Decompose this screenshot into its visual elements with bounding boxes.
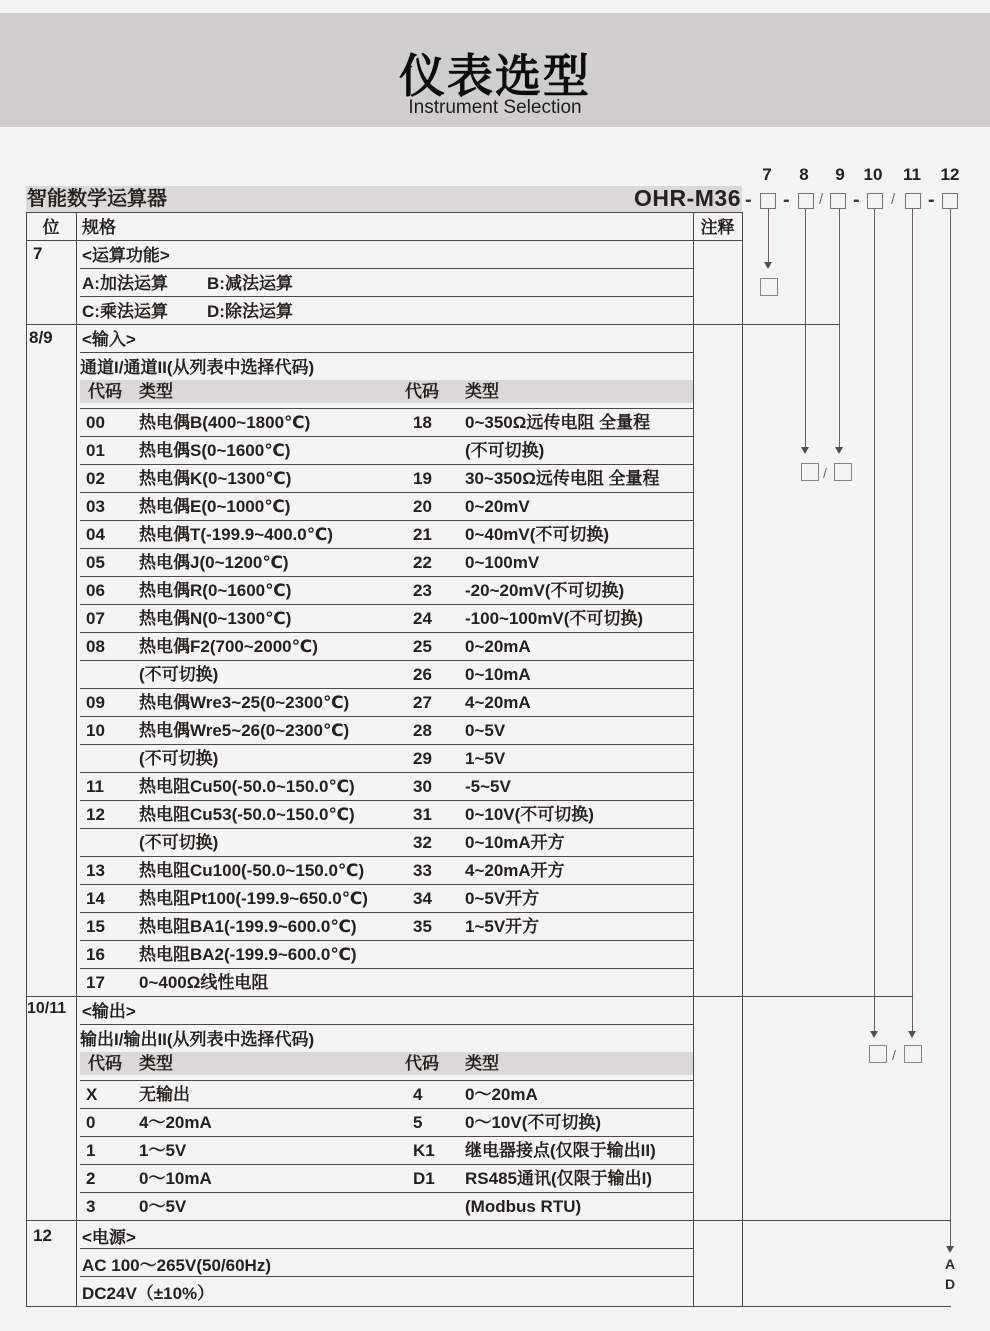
separator-slash: / <box>891 191 896 208</box>
product-band <box>26 186 742 212</box>
type-1-cell: 4～20mA <box>139 1113 212 1132</box>
code-2-cell: 27 <box>413 693 432 712</box>
power-code-dc: D <box>944 1276 956 1292</box>
separator-dash: - <box>745 189 752 211</box>
product-model: OHR-M36 <box>633 185 741 211</box>
table-row <box>80 1136 693 1164</box>
code-1-cell: 02 <box>86 469 105 488</box>
type-1-cell: 0~400Ω线性电阻 <box>139 973 269 992</box>
table-row <box>80 1080 693 1108</box>
note-slash: / <box>892 1047 896 1063</box>
type-1-cell: 热电阻Cu50(-50.0~150.0℃) <box>139 777 355 796</box>
table-row <box>80 660 693 688</box>
output-table-rows <box>80 1080 693 1220</box>
code-1-cell: 12 <box>86 805 105 824</box>
note-checkbox-7 <box>760 278 778 296</box>
type-1-cell: 热电偶K(0~1300℃) <box>139 469 292 488</box>
note-checkbox-11 <box>904 1045 922 1063</box>
table-row <box>80 744 693 772</box>
type-1-cell: 热电偶N(0~1300℃) <box>139 609 292 628</box>
arrow-down-icon <box>764 262 772 269</box>
leader-line-8 <box>805 209 806 447</box>
section-1011-title: <输出> <box>82 1002 136 1021</box>
table-row <box>80 688 693 716</box>
model-code-box-10 <box>867 193 883 209</box>
code-2-cell: D1 <box>413 1169 435 1188</box>
type-2-cell: 0~5V开方 <box>465 889 540 908</box>
type-2-cell: 0~100mV <box>465 553 540 572</box>
type-2-cell: 1~5V <box>465 749 506 768</box>
type-2-cell: RS485通讯(仅限于输出I) <box>465 1169 653 1188</box>
table-row <box>80 828 693 856</box>
leader-line-9 <box>839 209 840 447</box>
code-2-cell: 5 <box>413 1113 423 1132</box>
separator-dash: - <box>928 189 935 211</box>
type-2-cell: (Modbus RTU) <box>465 1197 582 1216</box>
type-1-cell: 0～10mA <box>139 1169 212 1188</box>
code-1-cell: 15 <box>86 917 105 936</box>
type-1-cell: 热电偶T(-199.9~400.0℃) <box>139 525 333 544</box>
digit-label-12: 12 <box>940 165 960 184</box>
code-1-cell: 00 <box>86 413 105 432</box>
type-2-cell: 0~10mA开方 <box>465 833 565 852</box>
code-2-cell: 26 <box>413 665 432 684</box>
type-2-cell: 0~10mA <box>465 665 531 684</box>
section-89-title: <输入> <box>82 330 136 349</box>
type-1-cell: (不可切换) <box>139 665 219 684</box>
output-caption: 输出I/输出II(从列表中选择代码) <box>80 1030 315 1049</box>
output-table-header <box>80 1052 693 1075</box>
section-12-title: <电源> <box>82 1228 136 1247</box>
code-1-cell: 13 <box>86 861 105 880</box>
model-code-box-8 <box>798 193 814 209</box>
type-2-cell: 4~20mA <box>465 693 531 712</box>
model-code-box-12 <box>942 193 958 209</box>
code-2-cell: 22 <box>413 553 432 572</box>
code-2-cell: 19 <box>413 469 432 488</box>
note-checkbox-10 <box>869 1045 887 1063</box>
type-1-cell: 无输出 <box>139 1085 190 1104</box>
type-2-cell: 继电器接点(仅限于输出II) <box>465 1141 656 1160</box>
code-1-cell: X <box>86 1085 98 1104</box>
input-table-rows <box>80 408 693 996</box>
type-2-cell: 1~5V开方 <box>465 917 540 936</box>
type-2-cell: 0~5V <box>465 721 506 740</box>
product-name: 智能数学运算器 <box>27 188 167 210</box>
option-a: A:加法运算 <box>82 274 168 293</box>
note-checkbox-8 <box>801 463 819 481</box>
header-type-2: 类型 <box>465 1054 499 1073</box>
code-2-cell: 25 <box>413 637 432 656</box>
table-row <box>80 968 693 996</box>
digit-label-9: 9 <box>835 165 845 184</box>
type-1-cell: 热电偶R(0~1600℃) <box>139 581 292 600</box>
type-1-cell: 热电阻Pt100(-199.9~650.0℃) <box>139 889 368 908</box>
code-1-cell: 14 <box>86 889 105 908</box>
model-code-box-11 <box>905 193 921 209</box>
code-2-cell: 31 <box>413 805 432 824</box>
separator-dash: - <box>853 189 860 211</box>
model-code-box-9 <box>830 193 846 209</box>
header-type-1: 类型 <box>139 1054 173 1073</box>
option-b: B:减法运算 <box>207 274 293 293</box>
type-2-cell: -100~100mV(不可切换) <box>465 609 644 628</box>
code-2-cell: 30 <box>413 777 432 796</box>
code-1-cell: 09 <box>86 693 105 712</box>
table-row <box>80 940 693 968</box>
type-2-cell: -20~20mV(不可切换) <box>465 581 625 600</box>
code-2-cell: 20 <box>413 497 432 516</box>
header-code-2: 代码 <box>405 1054 439 1073</box>
code-1-cell: 03 <box>86 497 105 516</box>
page-title: 仪表选型 <box>399 50 591 102</box>
code-1-cell: 1 <box>86 1141 96 1160</box>
table-row <box>80 520 693 548</box>
code-2-cell: 35 <box>413 917 432 936</box>
code-1-cell: 08 <box>86 637 105 656</box>
code-1-cell: 2 <box>86 1169 96 1188</box>
type-2-cell: 0～10V(不可切换) <box>465 1113 602 1132</box>
power-code-ac: A <box>944 1256 956 1272</box>
code-2-cell: 32 <box>413 833 432 852</box>
leader-line-10 <box>874 209 875 1031</box>
code-1-cell: 04 <box>86 525 105 544</box>
power-option-ac: AC 100～265V(50/60Hz) <box>82 1256 271 1275</box>
code-1-cell: 07 <box>86 609 105 628</box>
model-code-box-7 <box>760 193 776 209</box>
type-1-cell: 热电偶Wre5~26(0~2300℃) <box>139 721 350 740</box>
table-row <box>80 1192 693 1220</box>
type-2-cell: (不可切换) <box>465 441 545 460</box>
table-row <box>80 716 693 744</box>
type-2-cell: 0~20mA <box>465 637 531 656</box>
type-2-cell: 0~10V(不可切换) <box>465 805 594 824</box>
type-1-cell: 热电偶J(0~1200℃) <box>139 553 289 572</box>
table-row <box>80 464 693 492</box>
code-1-cell: 01 <box>86 441 105 460</box>
type-1-cell: 热电偶S(0~1600℃) <box>139 441 291 460</box>
digit-label-11: 11 <box>903 165 921 184</box>
page-subtitle: Instrument Selection <box>408 97 582 118</box>
table-row <box>80 492 693 520</box>
leader-line-11 <box>912 209 913 1031</box>
option-c: C:乘法运算 <box>82 302 168 321</box>
type-1-cell: 热电阻BA1(-199.9~600.0℃) <box>139 917 357 936</box>
section-89-position: 8/9 <box>29 328 53 347</box>
digit-label-7: 7 <box>762 165 772 184</box>
column-header-spec: 规格 <box>82 218 116 237</box>
type-2-cell: 4~20mA开方 <box>465 861 565 880</box>
table-row <box>80 1164 693 1192</box>
type-1-cell: (不可切换) <box>139 833 219 852</box>
separator-slash: / <box>819 191 824 208</box>
type-1-cell: 热电阻Cu100(-50.0~150.0℃) <box>139 861 365 880</box>
table-row <box>80 856 693 884</box>
section-12-position: 12 <box>33 1226 52 1245</box>
type-2-cell: 0~40mV(不可切换) <box>465 525 610 544</box>
code-2-cell: 18 <box>413 413 432 432</box>
code-1-cell: 06 <box>86 581 105 600</box>
code-2-cell: 28 <box>413 721 432 740</box>
table-row <box>80 436 693 464</box>
code-2-cell: 24 <box>413 609 432 628</box>
arrow-down-icon <box>908 1031 916 1038</box>
arrow-down-icon <box>946 1246 954 1253</box>
table-row <box>80 1108 693 1136</box>
arrow-down-icon <box>835 447 843 454</box>
code-1-cell: 16 <box>86 945 105 964</box>
header-code-1: 代码 <box>88 1054 122 1073</box>
type-2-cell: -5~5V <box>465 777 511 796</box>
table-row <box>80 772 693 800</box>
code-1-cell: 11 <box>86 777 104 796</box>
code-1-cell: 10 <box>86 721 105 740</box>
code-1-cell: 3 <box>86 1197 96 1216</box>
input-caption: 通道I/通道II(从列表中选择代码) <box>80 358 315 377</box>
table-row <box>80 548 693 576</box>
section-7-title: <运算功能> <box>82 246 170 265</box>
header-type-1: 类型 <box>139 382 173 401</box>
arrow-down-icon <box>870 1031 878 1038</box>
type-1-cell: 1～5V <box>139 1141 187 1160</box>
type-1-cell: 热电偶F2(700~2000℃) <box>139 637 318 656</box>
type-2-cell: 0～20mA <box>465 1085 538 1104</box>
code-1-cell: 17 <box>86 973 105 992</box>
input-table-header <box>80 380 693 403</box>
type-2-cell: 0~20mV <box>465 497 530 516</box>
code-2-cell: 4 <box>413 1085 423 1104</box>
code-1-cell: 05 <box>86 553 105 572</box>
table-row <box>80 800 693 828</box>
digit-label-8: 8 <box>799 165 809 184</box>
code-1-cell: 0 <box>86 1113 96 1132</box>
note-slash: / <box>823 465 827 481</box>
type-2-cell: 30~350Ω远传电阻 全量程 <box>465 469 660 488</box>
type-1-cell: 热电阻Cu53(-50.0~150.0℃) <box>139 805 355 824</box>
type-1-cell: 热电阻BA2(-199.9~600.0℃) <box>139 945 357 964</box>
type-1-cell: 热电偶E(0~1000℃) <box>139 497 291 516</box>
arrow-down-icon <box>801 447 809 454</box>
code-2-cell: 33 <box>413 861 432 880</box>
power-option-dc: DC24V（±10%） <box>82 1284 215 1303</box>
separator-dash: - <box>783 189 790 211</box>
option-d: D:除法运算 <box>207 302 293 321</box>
type-1-cell: 0～5V <box>139 1197 187 1216</box>
code-2-cell: 34 <box>413 889 432 908</box>
column-header-position: 位 <box>42 218 60 237</box>
type-1-cell: (不可切换) <box>139 749 219 768</box>
code-2-cell: K1 <box>413 1141 435 1160</box>
table-row <box>80 884 693 912</box>
section-7-position: 7 <box>33 244 43 263</box>
title-band <box>0 13 990 127</box>
header-code-2: 代码 <box>405 382 439 401</box>
type-2-cell: 0~350Ω远传电阻 全量程 <box>465 413 651 432</box>
code-2-cell: 23 <box>413 581 432 600</box>
table-row <box>80 576 693 604</box>
code-2-cell: 21 <box>413 525 432 544</box>
code-2-cell: 29 <box>413 749 432 768</box>
type-1-cell: 热电偶B(400~1800℃) <box>139 413 311 432</box>
leader-line-7 <box>768 209 769 262</box>
header-type-2: 类型 <box>465 382 499 401</box>
note-checkbox-9 <box>834 463 852 481</box>
header-code-1: 代码 <box>88 382 122 401</box>
table-row <box>80 912 693 940</box>
digit-label-10: 10 <box>863 165 883 184</box>
section-1011-position: 10/11 <box>27 1000 67 1017</box>
column-header-note: 注释 <box>700 218 735 237</box>
leader-line-12 <box>950 209 951 1246</box>
table-row <box>80 632 693 660</box>
type-1-cell: 热电偶Wre3~25(0~2300℃) <box>139 693 350 712</box>
table-row <box>80 604 693 632</box>
table-row <box>80 408 693 436</box>
